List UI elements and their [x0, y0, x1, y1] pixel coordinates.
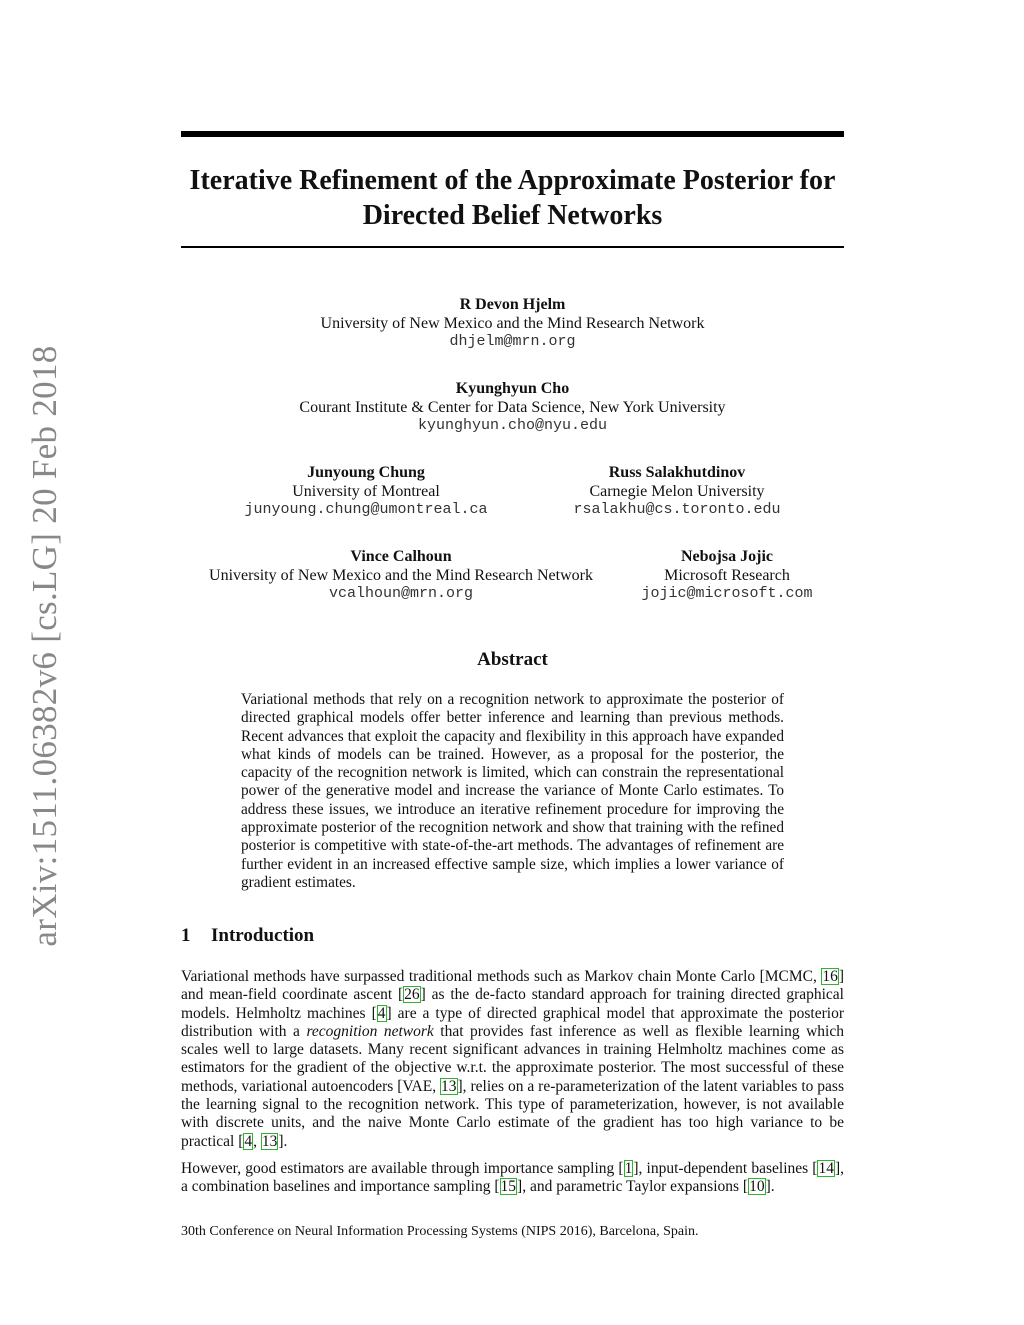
text-run: ] and mean-field coordinate ascent [	[181, 968, 844, 1004]
text-run: ] are a type of directed graphical model that approximate the posterior distribution with a	[181, 1004, 845, 1040]
citation-link[interactable]: 14	[818, 1160, 834, 1177]
paper-title: Iterative Refinement of the Approximate Posterior for Directed Belief Networks	[189, 165, 836, 231]
text-run: However, good estimators are available through importance sampling [	[181, 1160, 624, 1177]
citation-link[interactable]: 26	[404, 986, 420, 1004]
text-run: ].	[765, 1178, 775, 1196]
section-number: 1	[181, 925, 191, 946]
author-block	[216, 464, 516, 520]
author-name: R Devon Hjelm	[459, 296, 566, 313]
author-email[interactable]: rsalakhu@cs.toronto.edu	[573, 501, 781, 518]
section-heading	[181, 925, 314, 947]
text-run: ], relies on a re-parameterization of the latent variables to pass the learning signal to the recognition network. This type of parameterization, however, is not available with discrete units, and the naive Monte Carlo estimate of the gradient has too high variance to be practical [	[181, 1077, 844, 1150]
citation-link[interactable]: 10	[749, 1178, 765, 1196]
author-name: Russ Salakhutdinov	[608, 464, 746, 481]
text-run: ], input-dependent baselines [	[633, 1160, 818, 1177]
text-run: ], and parametric Taylor expansions [	[517, 1178, 749, 1196]
author-name: Junyoung Chung	[307, 464, 425, 481]
abstract-text: Variational methods that rely on a recognition network to approximate the posterior of directed graphical models offer better inference and learning than previous methods. Recent advances that exploit the capacity and flexibility in this approach have expanded what kinds of models can be trained. However, as a proposal for the posterior, the capacity of the recognition network is limited, which can constrain the representational power of the generative model and increase the variance of Monte Carlo estimates. To address these issues, we introduce an iterative refinement procedure for improving the approximate posterior of the recognition network and show that training with the refined posterior is competitive with state-of-the-art methods. The advantages of refinement are further evident in an increased effective sample size, which implies a lower variance of gradient estimates.	[241, 691, 784, 891]
citation-link[interactable]: 4	[244, 1132, 253, 1150]
intro-paragraph-1	[181, 968, 844, 1151]
arxiv-identifier: arXiv:1511.06382v6 [cs.LG] 20 Feb 2018	[25, 345, 64, 947]
author-affiliation: University of New Mexico and the Mind Research Network	[320, 314, 705, 332]
author-block	[181, 380, 844, 436]
author-affiliation: Microsoft Research	[664, 566, 790, 584]
author-email[interactable]: vcalhoun@mrn.org	[328, 585, 474, 602]
citation-link[interactable]: 13	[441, 1077, 457, 1095]
author-block	[181, 296, 844, 352]
citation-link[interactable]: 15	[500, 1178, 517, 1196]
text-run: Variational methods have surpassed traditional methods such as Markov chain Monte Carlo [MCMC,	[181, 968, 822, 985]
author-block	[191, 548, 611, 604]
author-name: Kyunghyun Cho	[455, 380, 570, 397]
intro-paragraph-2	[181, 1160, 844, 1197]
author-email[interactable]: dhjelm@mrn.org	[449, 333, 576, 350]
text-run: ], a combination baselines and importance sampling [	[181, 1160, 845, 1196]
citation-link[interactable]: 1	[624, 1160, 633, 1177]
text-run: that provides fast inference as well as flexible learning which scales well to large datasets. Many recent significant advances in training Helmholtz machines come as estimators for the gradient of the objective w.r.t. the approximate posterior. The most successful of these methods, variational autoencoders [VAE,	[181, 1022, 844, 1095]
text-run: ] as the de-facto standard approach for training directed graphical models. Helmholtz machines [	[181, 986, 844, 1022]
citation-link[interactable]: 16	[822, 968, 838, 985]
section-title: Introduction	[211, 925, 315, 946]
author-email[interactable]: junyoung.chung@umontreal.ca	[244, 501, 488, 518]
author-name: Vince Calhoun	[350, 548, 452, 565]
emphasis-text: recognition network	[306, 1022, 434, 1040]
author-affiliation: University of New Mexico and the Mind Research Network	[209, 566, 593, 584]
author-name: Nebojsa Jojic	[681, 548, 773, 565]
author-affiliation: Carnegie Melon University	[589, 482, 765, 500]
text-run: ].	[278, 1132, 288, 1150]
citation-link[interactable]: 4	[377, 1004, 386, 1022]
author-email[interactable]: jojic@microsoft.com	[641, 585, 813, 602]
author-email[interactable]: kyunghyun.cho@nyu.edu	[417, 417, 608, 434]
conference-footnote: 30th Conference on Neural Information Processing Systems (NIPS 2016), Barcelona, Spain.	[181, 1224, 699, 1239]
citation-link[interactable]: 13	[261, 1132, 278, 1150]
abstract-heading: Abstract	[477, 649, 548, 670]
title-rule-top	[181, 131, 844, 137]
text-run: ,	[253, 1132, 261, 1150]
author-block	[547, 464, 807, 520]
author-block	[617, 548, 837, 604]
author-affiliation: Courant Institute & Center for Data Science, New York University	[299, 398, 726, 416]
author-affiliation: University of Montreal	[292, 482, 440, 500]
title-rule-bottom	[181, 246, 844, 248]
